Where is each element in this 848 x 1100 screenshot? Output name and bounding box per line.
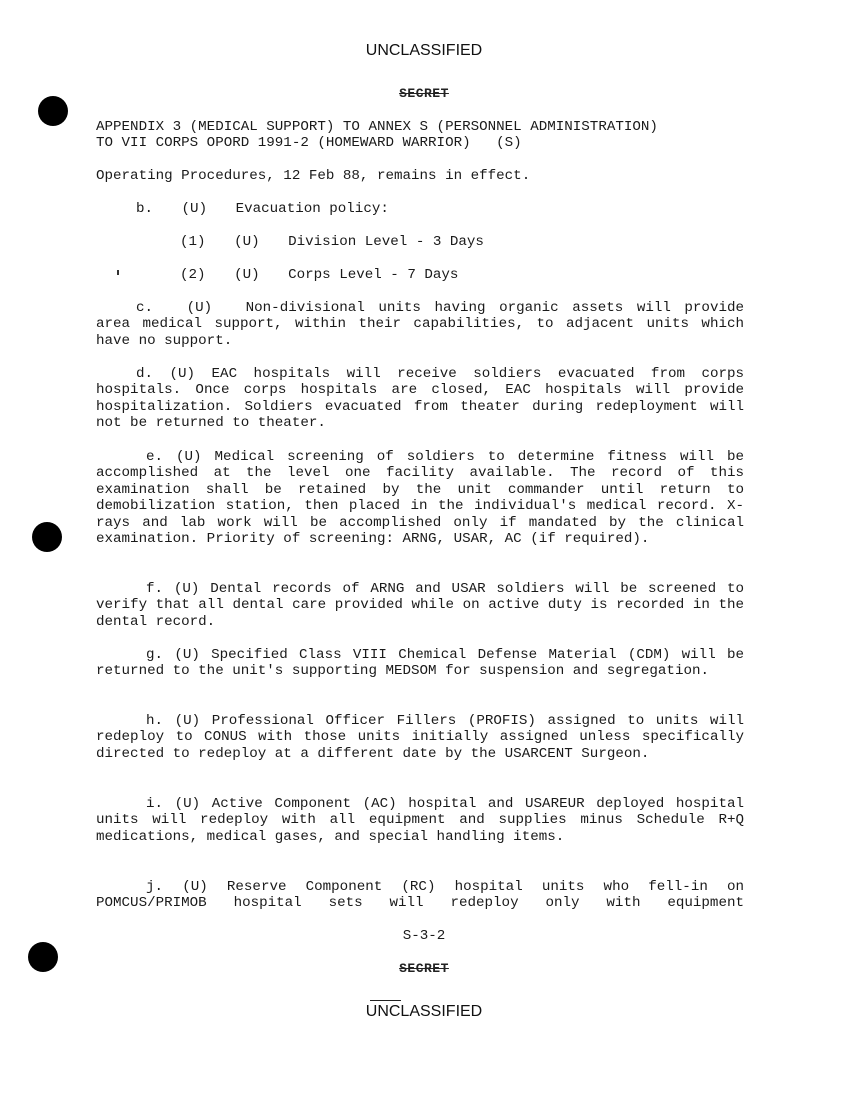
- paragraph-g-text: Specified Class VIII Chemical Defense Material (CDM) will be returned to the unit's supporting MEDSOM for suspension and segregation.: [96, 647, 745, 680]
- evac-item-1: [96, 234, 744, 250]
- paragraph-j-label: j.: [146, 879, 164, 895]
- paragraph-e: [96, 449, 744, 547]
- paragraph-g-label: g.: [146, 647, 164, 663]
- title-line-1: APPENDIX 3 (MEDICAL SUPPORT) TO ANNEX S (PERSONNEL ADMINISTRATION): [96, 119, 658, 135]
- paragraph-f-label: f.: [146, 581, 164, 597]
- paragraph-c: [96, 300, 744, 349]
- paragraph-i-mark: (U): [174, 796, 201, 812]
- paragraph-d: [96, 366, 744, 432]
- paragraph-g-mark: (U): [174, 647, 200, 663]
- paragraph-h-text: Professional Officer Fillers (PROFIS) assigned to units will redeploy to CONUS with those units initially assigned unless specifically directed to redeploy at a different date by the USARCENT Surgeon.: [96, 713, 744, 762]
- paragraph-h: [96, 713, 744, 762]
- evac-item-2-mark: (U): [234, 267, 260, 283]
- paragraph-c-mark: (U): [186, 300, 213, 316]
- classification-bottom: UNCLASSIFIED: [365, 1003, 483, 1020]
- paragraph-b-label: b.: [136, 201, 154, 217]
- footer-rule: [370, 1000, 401, 1001]
- paragraph-h-label: h.: [146, 713, 164, 729]
- document-title: [96, 119, 744, 152]
- paragraph-f: [96, 581, 744, 630]
- evac-item-2-text: Corps Level - 7 Days: [288, 267, 459, 283]
- punch-hole-middle: [32, 522, 62, 552]
- paragraph-b-text: Evacuation policy:: [235, 201, 389, 217]
- paragraph-i-label: i.: [146, 796, 164, 812]
- evac-item-2-num: (2): [180, 267, 206, 283]
- paragraph-i: [96, 796, 744, 845]
- secret-marking-top: SECRET: [399, 86, 449, 101]
- paragraph-d-mark: (U): [169, 366, 196, 382]
- evac-item-1-num: (1): [180, 234, 206, 250]
- evac-item-2: [96, 267, 744, 283]
- classification-top: UNCLASSIFIED: [365, 42, 483, 59]
- paragraph-e-text: Medical screening of soldiers to determine fitness will be accomplished at the level one facility available. The record of this examination shall be retained by the unit commander until return to demobilization station, then placed in the individual's medical record. X-rays and lab work will be accomplished only if mandated by the clinical examination. Priority of screening: ARNG, USAR, AC (if required).: [96, 449, 745, 548]
- paragraph-j-mark: (U): [182, 879, 208, 895]
- paragraph-j-text: Reserve Component (RC) hospital units who fell-in on POMCUS/PRIMOB hospital sets will redeploy only with equipment: [96, 879, 745, 912]
- intro-text: Operating Procedures, 12 Feb 88, remains in effect.: [96, 168, 531, 184]
- paragraph-d-label: d.: [136, 366, 154, 382]
- paragraph-j: [96, 879, 744, 912]
- paragraph-c-text: Non-divisional units having organic assets will provide area medical support, within their capabilities, to adjacent units which have no support.: [96, 300, 744, 349]
- evac-item-1-mark: (U): [234, 234, 260, 250]
- paragraph-e-label: e.: [146, 449, 164, 465]
- paragraph-i-text: Active Component (AC) hospital and USAREUR deployed hospital units will redeploy with all equipment and supplies minus Schedule R+Q medications, medical gases, and special handling items.: [96, 796, 744, 845]
- secret-marking-bottom: SECRET: [399, 961, 449, 976]
- paragraph-h-mark: (U): [174, 713, 201, 729]
- paragraph-d-text: EAC hospitals will receive soldiers evacuated from corps hospitals. Once corps hospitals are closed, EAC hospitals will provide hospitalization. Soldiers evacuated from theater during redeployment will not be returned to theater.: [96, 366, 745, 432]
- paragraph-c-label: c.: [136, 300, 154, 316]
- evac-item-1-text: Division Level - 3 Days: [288, 234, 484, 250]
- paragraph-f-text: Dental records of ARNG and USAR soldiers will be screened to verify that all dental care provided while on active duty is recorded in the dental record.: [96, 581, 744, 630]
- page-number: S-3-2: [402, 928, 446, 944]
- paragraph-e-mark: (U): [176, 449, 202, 465]
- paragraph-b-mark: (U): [181, 201, 208, 217]
- paragraph-g: [96, 647, 744, 680]
- paragraph-f-mark: (U): [173, 581, 200, 597]
- title-line-2: TO VII CORPS OPORD 1991-2 (HOMEWARD WARRIOR) (S): [96, 135, 522, 152]
- paragraph-b: [96, 201, 744, 217]
